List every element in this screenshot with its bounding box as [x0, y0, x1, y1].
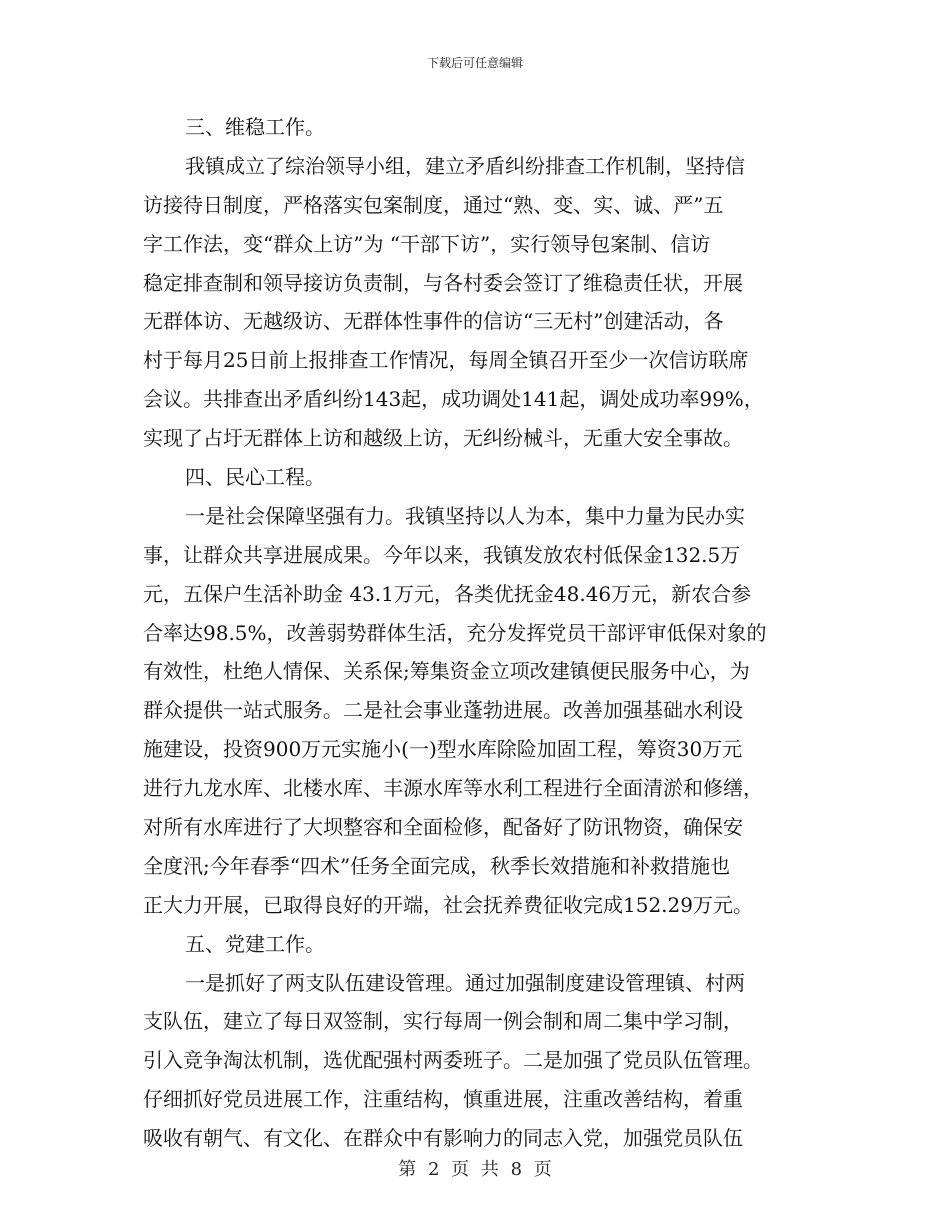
paragraph-line: 事，让群众共享进展成果。今年以来，我镇发放农村低保金132.5万: [143, 542, 741, 567]
paragraph-line: 一是抓好了两支队伍建设管理。通过加强制度建设管理镇、村两: [185, 970, 745, 995]
page-number: 第 2 页 共 8 页: [398, 1159, 552, 1180]
paragraph-line: 一是社会保障坚强有力。我镇坚持以人为本，集中力量为民办实: [185, 503, 745, 528]
paragraph-line: 合率达98.5%，改善弱势群体生活，充分发挥党员干部评审低保对象的: [143, 620, 767, 645]
paragraph-line: 我镇成立了综治领导小组，建立矛盾纠纷排查工作机制，坚持信: [185, 153, 745, 178]
paragraph-line: 引入竞争淘汰机制，选优配强村两委班子。二是加强了党员队伍管理。: [143, 1048, 763, 1073]
section-heading: 四、民心工程。: [185, 465, 325, 490]
section-heading: 五、党建工作。: [185, 931, 325, 956]
paragraph-line: 元，五保户生活补助金 43.1万元，各类优抚金48.46万元，新农合参: [143, 581, 752, 606]
paragraph-line: 群众提供一站式服务。二是社会事业蓬勃进展。改善加强基础水利设: [143, 698, 743, 723]
paragraph-line: 无群体访、无越级访、无群体性事件的信访“三无村”创建活动，各: [143, 309, 724, 334]
paragraph-line: 正大力开展，已取得良好的开端，社会抚养费征收完成152.29万元。: [143, 892, 753, 917]
paragraph-line: 村于每月25日前上报排查工作情况，每周全镇召开至少一次信访联席: [143, 348, 749, 373]
paragraph-line: 进行九龙水库、北楼水库、丰源水库等水利工程进行全面清淤和修缮，: [143, 776, 763, 801]
paragraph-line: 访接待日制度，严格落实包案制度，通过“熟、变、实、诚、严”五: [143, 192, 724, 217]
paragraph-line: 全度汛;今年春季“四术”任务全面完成，秋季长效措施和补救措施也: [143, 853, 731, 878]
section-heading: 三、维稳工作。: [185, 115, 325, 139]
paragraph-line: 施建设，投资900万元实施小(一)型水库除险加固工程，筹资30万元: [143, 737, 743, 762]
paragraph-line: 吸收有朝气、有文化、在群众中有影响力的同志入党，加强党员队伍: [143, 1126, 743, 1151]
page-header: 下载后可任意编辑: [426, 56, 523, 70]
paragraph-line: 稳定排查制和领导接访负责制，与各村委会签订了维稳责任状，开展: [143, 270, 743, 295]
paragraph-line: 实现了占圩无群体上访和越级上访，无纠纷械斗，无重大安全事故。: [143, 426, 743, 451]
paragraph-line: 有效性，杜绝人情保、关系保;筹集资金立项改建镇便民服务中心，为: [143, 659, 750, 684]
paragraph-line: 仔细抓好党员进展工作，注重结构，慎重进展，注重改善结构，着重: [143, 1087, 743, 1112]
paragraph-line: 字工作法，变“群众上访”为 “干部下访”，实行领导包案制、信访: [143, 231, 711, 256]
paragraph-line: 支队伍，建立了每日双签制，实行每周一例会制和周二集中学习制，: [143, 1009, 743, 1034]
paragraph-line: 会议。共排查出矛盾纠纷143起，成功调处141起，调处成功率99%，: [143, 387, 764, 412]
document-body: [143, 108, 811, 1158]
paragraph-line: 对所有水库进行了大坝整容和全面检修，配备好了防讯物资，确保安: [143, 815, 743, 840]
